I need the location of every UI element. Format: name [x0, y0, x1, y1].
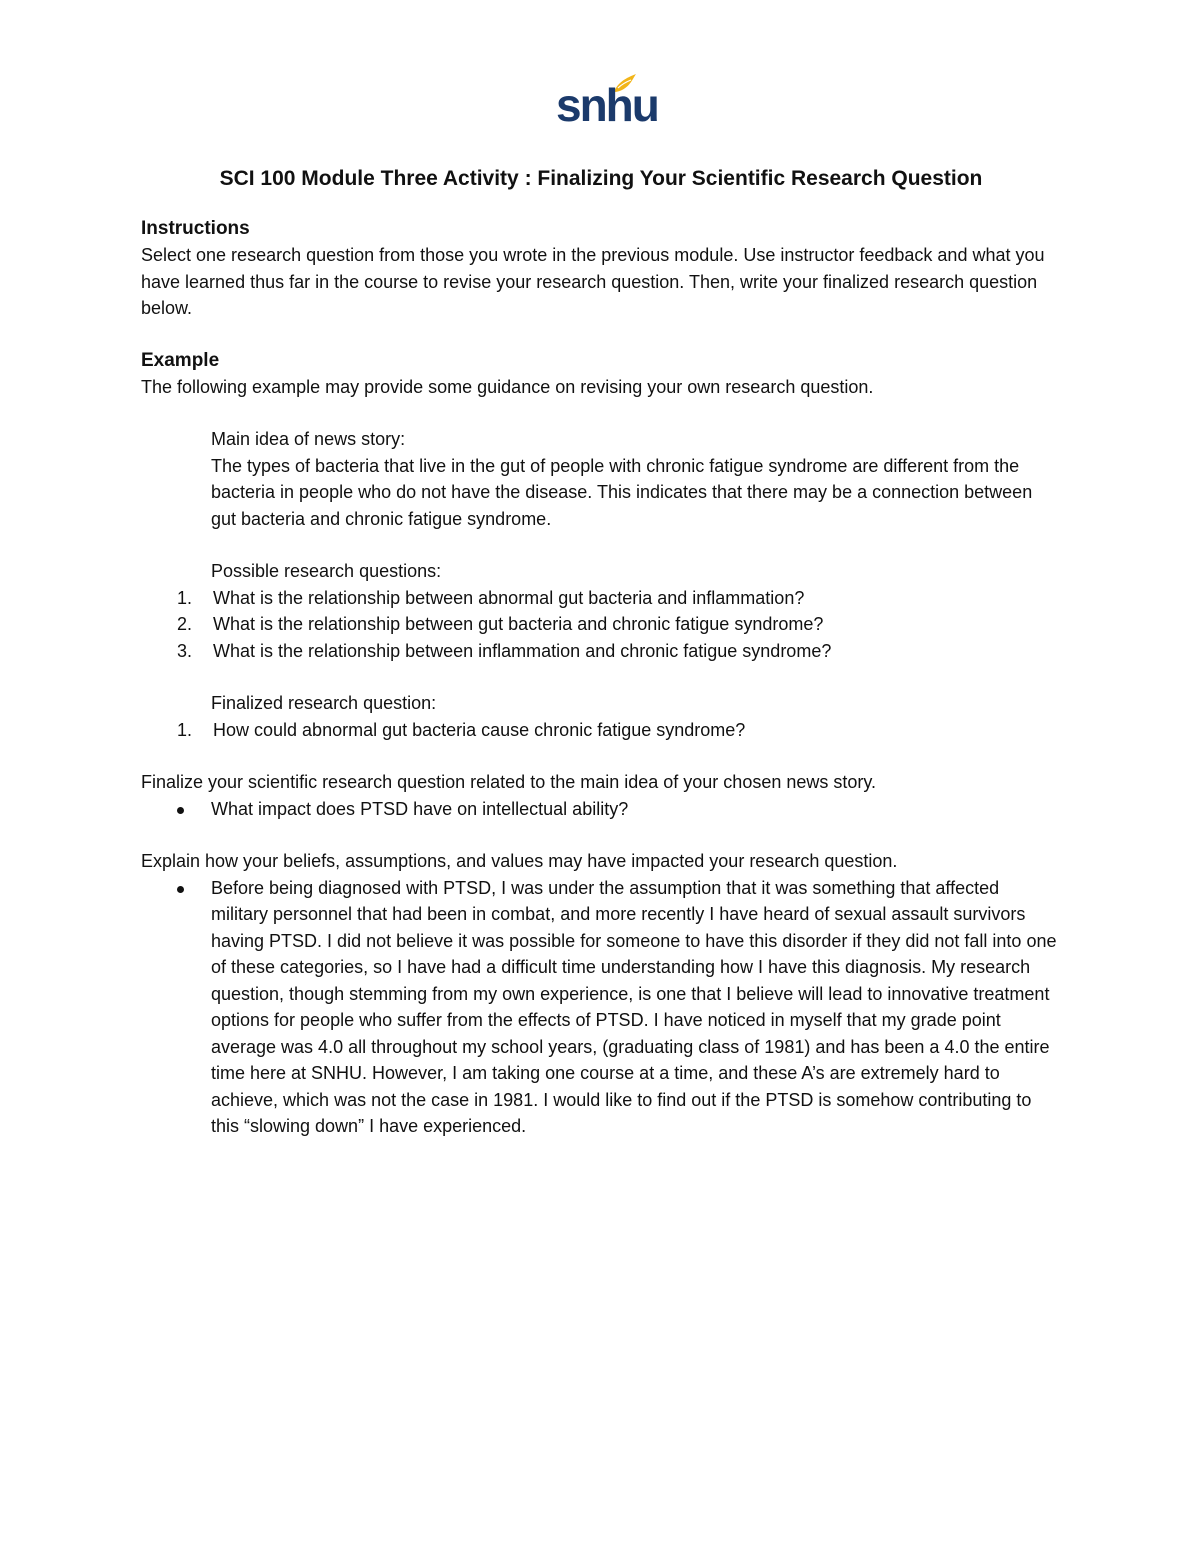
- main-idea-text: The types of bacteria that live in the gut of people with chronic fatigue syndrome are different from the bacteria in people who do not have the disease. This indicates that there may be a connection between gut bacteria and chronic fatigue syndrome.: [211, 455, 1033, 529]
- possible-questions-label: Possible research questions:: [211, 561, 442, 581]
- finalize-answer-list: [141, 796, 1061, 823]
- main-idea-label: Main idea of news story:: [211, 429, 406, 449]
- example-intro: The following example may provide some guidance on revising your own research question.: [141, 376, 874, 397]
- logo-wordmark: snhu: [556, 79, 658, 131]
- page-title: SCI 100 Module Three Activity : Finalizing Your Scientific Research Question: [219, 167, 983, 190]
- finalized-question-block: [141, 690, 1061, 717]
- possible-questions-block: [141, 558, 1061, 585]
- snhu-logo: [552, 72, 658, 134]
- explain-prompt: Explain how your beliefs, assumptions, and values may have impacted your research question.: [141, 851, 898, 871]
- instructions-text: Select one research question from those you wrote in the previous module. Use instructor feedback and what you have learned thus far in the course to revise your research question. Then, write your finalized research question below.: [141, 245, 1045, 318]
- explain-answer: Before being diagnosed with PTSD, I was under the assumption that it was something that affected military personnel that had been in combat, and more recently I have heard of sexual assault survivors having PTSD. I did not believe it was possible for someone to have this disorder if they did not fall into one of these categories, so I have had a difficult time understanding how I have this diagnosis. My research question, though stemming from my own experience, is one that I believe will lead to innovative treatment options for people who suffer from the effects of PTSD. I have noticed in myself that my grade point average was 4.0 all throughout my school years, (graduating class of 1981) and has been a 4.0 the entire time here at SNHU. However, I am taking one course at a time, and these A’s are extremely hard to achieve, which was not the case in 1981. I would like to find out if the PTSD is somehow contributing to this “slowing down” I have experienced.: [141, 875, 1061, 1140]
- finalize-answer: What impact does PTSD have on intellectual ability?: [141, 796, 1061, 823]
- bullet-icon: [177, 886, 184, 893]
- example-block: [141, 426, 1061, 532]
- list-item: 2. What is the relationship between gut bacteria and chronic fatigue syndrome?: [177, 614, 824, 634]
- bullet-icon: [177, 807, 184, 814]
- list-item: 1. What is the relationship between abnormal gut bacteria and inflammation?: [177, 587, 805, 608]
- document-body: [141, 164, 1061, 1140]
- example-heading: Example: [141, 349, 220, 371]
- explain-answer-list: [141, 875, 1061, 1140]
- finalized-question-label: Finalized research question:: [211, 693, 437, 713]
- list-item: 1. How could abnormal gut bacteria cause chronic fatigue syndrome?: [177, 719, 746, 740]
- finalized-questions-list: [141, 717, 1061, 744]
- possible-questions-list: [141, 585, 1061, 665]
- instructions-heading: Instructions: [141, 218, 250, 239]
- list-item: 3. What is the relationship between inflammation and chronic fatigue syndrome?: [177, 640, 832, 661]
- finalize-prompt: Finalize your scientific research question related to the main idea of your chosen news story.: [141, 772, 877, 792]
